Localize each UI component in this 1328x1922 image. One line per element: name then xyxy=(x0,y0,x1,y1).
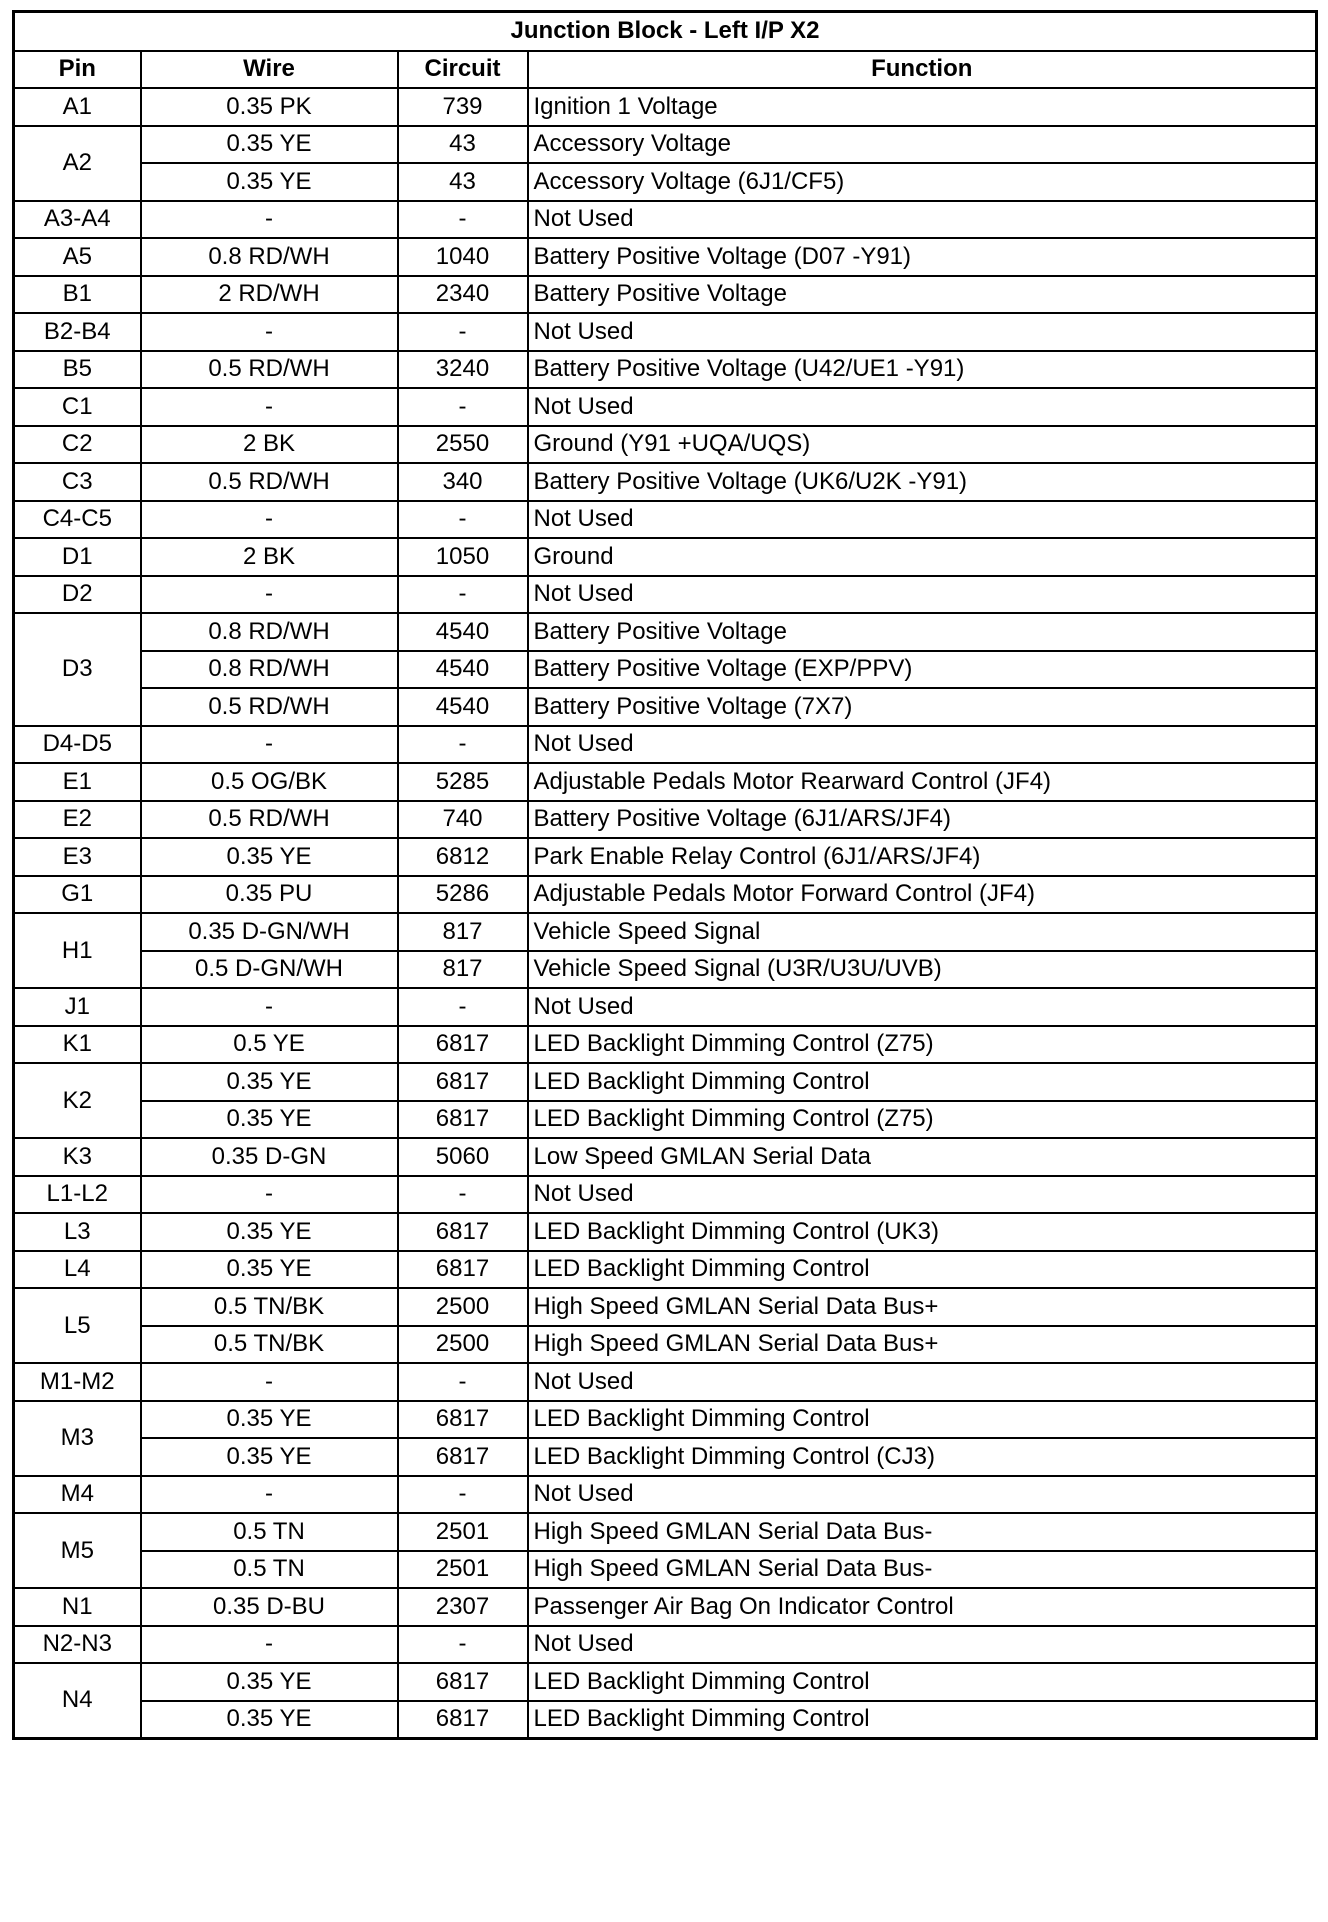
wire-cell: 0.5 TN xyxy=(141,1551,398,1589)
pin-cell: C3 xyxy=(14,463,141,501)
wire-cell: - xyxy=(141,576,398,614)
pin-cell: A1 xyxy=(14,88,141,126)
wire-cell: 0.8 RD/WH xyxy=(141,613,398,651)
circuit-cell: 739 xyxy=(398,88,528,126)
pin-cell: C1 xyxy=(14,388,141,426)
wire-cell: 0.5 OG/BK xyxy=(141,763,398,801)
table-row xyxy=(14,201,1317,239)
function-cell: Not Used xyxy=(528,988,1317,1026)
wire-cell: 0.35 YE xyxy=(141,1063,398,1101)
table-row xyxy=(14,726,1317,764)
table-row xyxy=(14,88,1317,126)
pin-cell: E3 xyxy=(14,838,141,876)
table-row xyxy=(14,1251,1317,1289)
function-cell: Adjustable Pedals Motor Forward Control (JF4) xyxy=(528,876,1317,914)
table-row xyxy=(14,351,1317,389)
circuit-cell: 2550 xyxy=(398,426,528,464)
function-cell: LED Backlight Dimming Control (CJ3) xyxy=(528,1438,1317,1476)
pin-cell: E2 xyxy=(14,801,141,839)
table-row xyxy=(14,1626,1317,1664)
function-cell: Not Used xyxy=(528,726,1317,764)
table-row xyxy=(14,1063,1317,1101)
wire-cell: - xyxy=(141,313,398,351)
wire-cell: - xyxy=(141,988,398,1026)
circuit-cell: 2340 xyxy=(398,276,528,314)
function-cell: Battery Positive Voltage (UK6/U2K -Y91) xyxy=(528,463,1317,501)
circuit-cell: 43 xyxy=(398,126,528,164)
circuit-cell: 6817 xyxy=(398,1213,528,1251)
table-row xyxy=(14,1401,1317,1439)
table-row xyxy=(14,613,1317,651)
function-cell: Battery Positive Voltage xyxy=(528,276,1317,314)
table-row xyxy=(14,538,1317,576)
circuit-cell: 6817 xyxy=(398,1663,528,1701)
function-cell: High Speed GMLAN Serial Data Bus- xyxy=(528,1551,1317,1589)
wire-cell: 0.35 YE xyxy=(141,163,398,201)
wire-cell: 0.35 YE xyxy=(141,1213,398,1251)
pin-cell: B1 xyxy=(14,276,141,314)
table-row xyxy=(14,988,1317,1026)
table-row xyxy=(14,763,1317,801)
circuit-cell: 340 xyxy=(398,463,528,501)
table-row xyxy=(14,1363,1317,1401)
pin-cell: H1 xyxy=(14,913,141,988)
function-cell: Battery Positive Voltage (EXP/PPV) xyxy=(528,651,1317,689)
pin-cell: L1-L2 xyxy=(14,1176,141,1214)
pin-cell: L4 xyxy=(14,1251,141,1289)
function-cell: Accessory Voltage (6J1/CF5) xyxy=(528,163,1317,201)
circuit-cell: 2501 xyxy=(398,1513,528,1551)
wire-cell: - xyxy=(141,201,398,239)
table-row xyxy=(14,1176,1317,1214)
pin-cell: K3 xyxy=(14,1138,141,1176)
circuit-cell: 2501 xyxy=(398,1551,528,1589)
circuit-cell: - xyxy=(398,1476,528,1514)
circuit-cell: 5060 xyxy=(398,1138,528,1176)
circuit-cell: 2307 xyxy=(398,1588,528,1626)
circuit-cell: 6817 xyxy=(398,1026,528,1064)
function-cell: Not Used xyxy=(528,388,1317,426)
wire-cell: 2 BK xyxy=(141,426,398,464)
pin-cell: L5 xyxy=(14,1288,141,1363)
function-cell: Not Used xyxy=(528,501,1317,539)
function-cell: Not Used xyxy=(528,201,1317,239)
table-body xyxy=(14,88,1317,1738)
wire-cell: 0.35 YE xyxy=(141,1438,398,1476)
circuit-cell: 5286 xyxy=(398,876,528,914)
pin-cell: N4 xyxy=(14,1663,141,1738)
table-row xyxy=(14,1438,1317,1476)
wire-cell: 0.5 RD/WH xyxy=(141,688,398,726)
table-row xyxy=(14,1138,1317,1176)
table-row xyxy=(14,501,1317,539)
header-function: Function xyxy=(528,51,1317,89)
function-cell: Not Used xyxy=(528,313,1317,351)
table-row xyxy=(14,238,1317,276)
header-pin: Pin xyxy=(14,51,141,89)
circuit-cell: - xyxy=(398,726,528,764)
wire-cell: 0.35 YE xyxy=(141,1401,398,1439)
pin-cell: M1-M2 xyxy=(14,1363,141,1401)
pin-cell: K1 xyxy=(14,1026,141,1064)
circuit-cell: - xyxy=(398,313,528,351)
circuit-cell: 2500 xyxy=(398,1288,528,1326)
function-cell: LED Backlight Dimming Control xyxy=(528,1063,1317,1101)
wire-cell: 0.5 D-GN/WH xyxy=(141,951,398,989)
function-cell: Not Used xyxy=(528,1476,1317,1514)
circuit-cell: - xyxy=(398,1176,528,1214)
header-wire: Wire xyxy=(141,51,398,89)
circuit-cell: 3240 xyxy=(398,351,528,389)
function-cell: LED Backlight Dimming Control (UK3) xyxy=(528,1213,1317,1251)
function-cell: Low Speed GMLAN Serial Data xyxy=(528,1138,1317,1176)
table-row xyxy=(14,463,1317,501)
wire-cell: 0.35 PK xyxy=(141,88,398,126)
table-row xyxy=(14,1551,1317,1589)
table-row xyxy=(14,1326,1317,1364)
wire-cell: - xyxy=(141,1626,398,1664)
circuit-cell: - xyxy=(398,201,528,239)
wire-cell: - xyxy=(141,726,398,764)
table-row xyxy=(14,876,1317,914)
function-cell: Ignition 1 Voltage xyxy=(528,88,1317,126)
pin-cell: C2 xyxy=(14,426,141,464)
circuit-cell: 6817 xyxy=(398,1701,528,1739)
function-cell: Not Used xyxy=(528,1626,1317,1664)
wire-cell: 0.35 D-BU xyxy=(141,1588,398,1626)
table-row xyxy=(14,651,1317,689)
header-row xyxy=(14,51,1317,89)
wire-cell: 0.35 YE xyxy=(141,126,398,164)
header-circuit: Circuit xyxy=(398,51,528,89)
pin-cell: D4-D5 xyxy=(14,726,141,764)
wire-cell: 0.5 YE xyxy=(141,1026,398,1064)
wire-cell: 0.35 YE xyxy=(141,838,398,876)
wire-cell: - xyxy=(141,1176,398,1214)
function-cell: Battery Positive Voltage (7X7) xyxy=(528,688,1317,726)
table-row xyxy=(14,1288,1317,1326)
table-row xyxy=(14,1026,1317,1064)
function-cell: Accessory Voltage xyxy=(528,126,1317,164)
pin-cell: L3 xyxy=(14,1213,141,1251)
circuit-cell: 2500 xyxy=(398,1326,528,1364)
function-cell: LED Backlight Dimming Control (Z75) xyxy=(528,1026,1317,1064)
wire-cell: - xyxy=(141,1363,398,1401)
function-cell: Park Enable Relay Control (6J1/ARS/JF4) xyxy=(528,838,1317,876)
wire-cell: 0.8 RD/WH xyxy=(141,651,398,689)
circuit-cell: - xyxy=(398,576,528,614)
table-row xyxy=(14,1101,1317,1139)
function-cell: Not Used xyxy=(528,576,1317,614)
wire-cell: 0.5 TN xyxy=(141,1513,398,1551)
function-cell: LED Backlight Dimming Control xyxy=(528,1701,1317,1739)
wire-cell: 2 RD/WH xyxy=(141,276,398,314)
pin-cell: M5 xyxy=(14,1513,141,1588)
table-row xyxy=(14,1513,1317,1551)
function-cell: High Speed GMLAN Serial Data Bus+ xyxy=(528,1326,1317,1364)
function-cell: High Speed GMLAN Serial Data Bus+ xyxy=(528,1288,1317,1326)
pin-cell: K2 xyxy=(14,1063,141,1138)
function-cell: Ground xyxy=(528,538,1317,576)
circuit-cell: 6817 xyxy=(398,1063,528,1101)
function-cell: Vehicle Speed Signal xyxy=(528,913,1317,951)
circuit-cell: 6817 xyxy=(398,1101,528,1139)
function-cell: High Speed GMLAN Serial Data Bus- xyxy=(528,1513,1317,1551)
table-title: Junction Block - Left I/P X2 xyxy=(14,12,1317,51)
circuit-cell: 740 xyxy=(398,801,528,839)
circuit-cell: 4540 xyxy=(398,613,528,651)
pin-cell: A3-A4 xyxy=(14,201,141,239)
table-row xyxy=(14,126,1317,164)
function-cell: Not Used xyxy=(528,1176,1317,1214)
pin-cell: B2-B4 xyxy=(14,313,141,351)
table-row xyxy=(14,1213,1317,1251)
table-row xyxy=(14,276,1317,314)
pin-cell: D1 xyxy=(14,538,141,576)
pin-cell: D2 xyxy=(14,576,141,614)
wire-cell: 0.35 YE xyxy=(141,1701,398,1739)
pin-cell: N2-N3 xyxy=(14,1626,141,1664)
circuit-cell: 5285 xyxy=(398,763,528,801)
function-cell: Not Used xyxy=(528,1363,1317,1401)
pin-cell: M4 xyxy=(14,1476,141,1514)
function-cell: Battery Positive Voltage xyxy=(528,613,1317,651)
circuit-cell: 4540 xyxy=(398,651,528,689)
wire-cell: 0.35 PU xyxy=(141,876,398,914)
table-row xyxy=(14,913,1317,951)
wire-cell: 0.35 YE xyxy=(141,1663,398,1701)
circuit-cell: - xyxy=(398,1626,528,1664)
circuit-cell: 6812 xyxy=(398,838,528,876)
wire-cell: - xyxy=(141,388,398,426)
pin-cell: A2 xyxy=(14,126,141,201)
function-cell: Ground (Y91 +UQA/UQS) xyxy=(528,426,1317,464)
function-cell: Battery Positive Voltage (D07 -Y91) xyxy=(528,238,1317,276)
wire-cell: 0.8 RD/WH xyxy=(141,238,398,276)
title-row xyxy=(14,12,1317,51)
circuit-cell: 6817 xyxy=(398,1401,528,1439)
function-cell: Battery Positive Voltage (U42/UE1 -Y91) xyxy=(528,351,1317,389)
wire-cell: - xyxy=(141,1476,398,1514)
function-cell: Battery Positive Voltage (6J1/ARS/JF4) xyxy=(528,801,1317,839)
wire-cell: - xyxy=(141,501,398,539)
circuit-cell: - xyxy=(398,501,528,539)
pin-cell: B5 xyxy=(14,351,141,389)
function-cell: LED Backlight Dimming Control (Z75) xyxy=(528,1101,1317,1139)
table-row xyxy=(14,388,1317,426)
table-row xyxy=(14,801,1317,839)
wire-cell: 0.35 D-GN xyxy=(141,1138,398,1176)
pin-cell: A5 xyxy=(14,238,141,276)
function-cell: Adjustable Pedals Motor Rearward Control (JF4) xyxy=(528,763,1317,801)
table-row xyxy=(14,1588,1317,1626)
circuit-cell: 6817 xyxy=(398,1251,528,1289)
wire-cell: 0.5 RD/WH xyxy=(141,463,398,501)
table-row xyxy=(14,1476,1317,1514)
wire-cell: 0.5 TN/BK xyxy=(141,1326,398,1364)
function-cell: Passenger Air Bag On Indicator Control xyxy=(528,1588,1317,1626)
pin-cell: E1 xyxy=(14,763,141,801)
function-cell: LED Backlight Dimming Control xyxy=(528,1251,1317,1289)
table-row xyxy=(14,688,1317,726)
pin-cell: C4-C5 xyxy=(14,501,141,539)
table-row xyxy=(14,951,1317,989)
wire-cell: 0.35 D-GN/WH xyxy=(141,913,398,951)
wire-cell: 0.5 RD/WH xyxy=(141,801,398,839)
table-row xyxy=(14,163,1317,201)
circuit-cell: 817 xyxy=(398,913,528,951)
circuit-cell: 6817 xyxy=(398,1438,528,1476)
circuit-cell: - xyxy=(398,1363,528,1401)
pin-cell: M3 xyxy=(14,1401,141,1476)
circuit-cell: 1040 xyxy=(398,238,528,276)
pin-cell: N1 xyxy=(14,1588,141,1626)
circuit-cell: 4540 xyxy=(398,688,528,726)
wire-cell: 2 BK xyxy=(141,538,398,576)
pinout-table xyxy=(12,10,1318,1740)
pin-cell: J1 xyxy=(14,988,141,1026)
function-cell: Vehicle Speed Signal (U3R/U3U/UVB) xyxy=(528,951,1317,989)
wire-cell: 0.5 TN/BK xyxy=(141,1288,398,1326)
table-row xyxy=(14,1663,1317,1701)
circuit-cell: - xyxy=(398,988,528,1026)
circuit-cell: 43 xyxy=(398,163,528,201)
function-cell: LED Backlight Dimming Control xyxy=(528,1663,1317,1701)
table-row xyxy=(14,313,1317,351)
table-row xyxy=(14,426,1317,464)
wire-cell: 0.35 YE xyxy=(141,1251,398,1289)
function-cell: LED Backlight Dimming Control xyxy=(528,1401,1317,1439)
table-row xyxy=(14,838,1317,876)
circuit-cell: 817 xyxy=(398,951,528,989)
circuit-cell: - xyxy=(398,388,528,426)
wire-cell: 0.5 RD/WH xyxy=(141,351,398,389)
table-row xyxy=(14,1701,1317,1739)
table-row xyxy=(14,576,1317,614)
wire-cell: 0.35 YE xyxy=(141,1101,398,1139)
circuit-cell: 1050 xyxy=(398,538,528,576)
pin-cell: D3 xyxy=(14,613,141,726)
pin-cell: G1 xyxy=(14,876,141,914)
